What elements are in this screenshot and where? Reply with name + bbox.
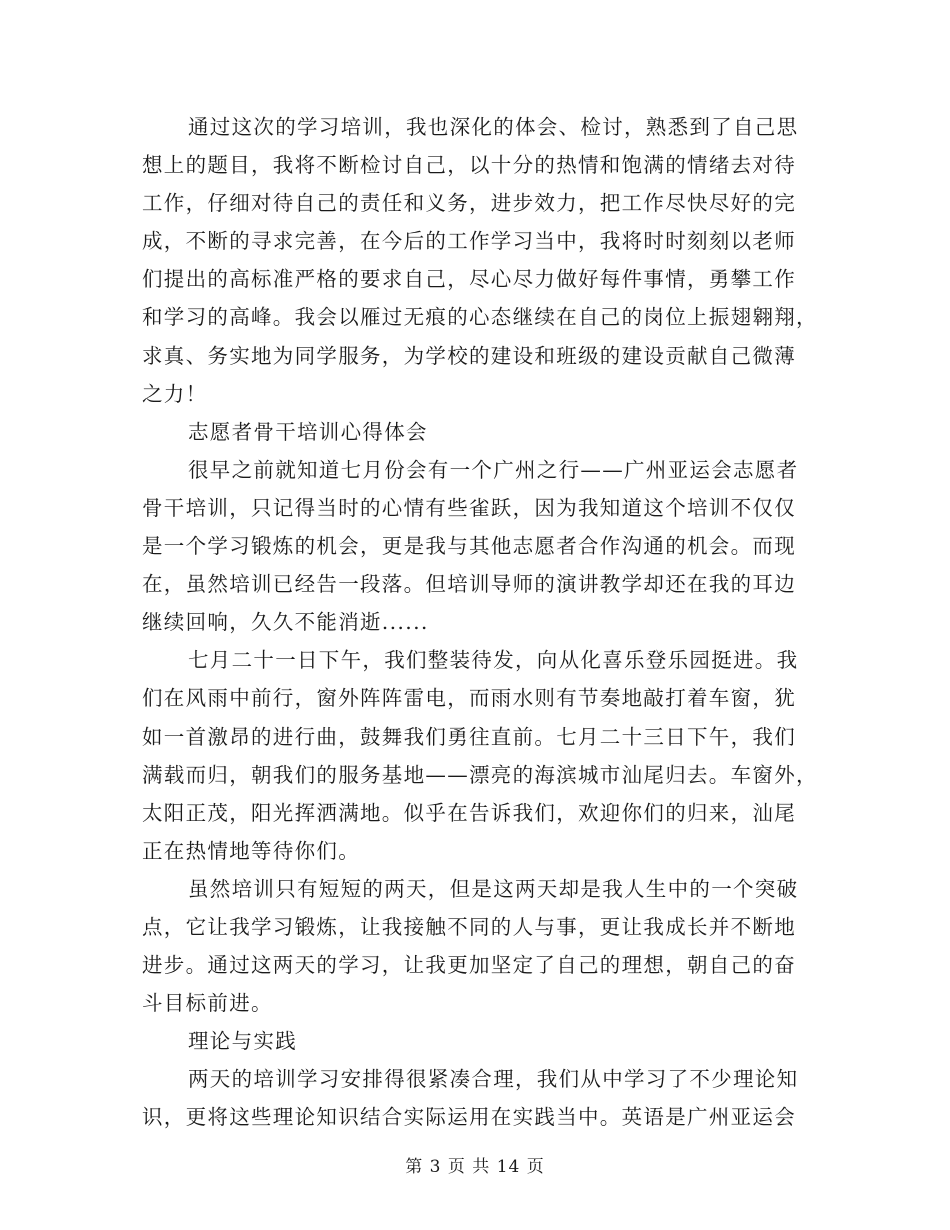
text-line: 虽然培训只有短短的两天，但是这两天却是我人生中的一个突破: [188, 876, 799, 901]
text-line: 通过这次的学习培训，我也深化的体会、检讨，熟悉到了自己思: [188, 115, 799, 139]
text-line: 志愿者骨干培训心得体会: [188, 419, 428, 444]
text-line: 斗目标前进。: [142, 991, 273, 1016]
text-line: 成，不断的寻求完善，在今后的工作学习当中，我将时时刻刻以老师: [142, 229, 796, 254]
text-line: 正在热情地等待你们。: [142, 838, 360, 863]
text-line: 工作，仔细对待自己的责任和义务，进步效力，把工作尽快尽好的完: [142, 191, 796, 216]
footer-middle: 页 共: [447, 1157, 491, 1177]
text-line: 们在风雨中前行，窗外阵阵雷电，而雨水则有节奏地敲打着车窗，犹: [142, 686, 796, 711]
page-footer: [0, 1152, 950, 1177]
text-line: 进步。通过这两天的学习，让我更加坚定了自己的理想，朝自己的奋: [142, 953, 796, 978]
text-line: 理论与实践: [188, 1029, 297, 1054]
text-line: 七月二十一日下午，我们整装待发，向从化喜乐登乐园挺进。我: [188, 648, 799, 673]
text-line: 们提出的高标准严格的要求自己，尽心尽力做好每件事情，勇攀工作: [142, 267, 796, 292]
footer-total-pages: 14: [496, 1157, 521, 1177]
text-line: 满载而归，朝我们的服务基地——漂亮的海滨城市汕尾归去。车窗外，: [142, 762, 818, 787]
text-line: 点，它让我学习锻炼，让我接触不同的人与事，更让我成长并不断地: [142, 914, 796, 939]
text-line: 继续回响，久久不能消逝......: [142, 610, 429, 635]
text-line: 很早之前就知道七月份会有一个广州之行——广州亚运会志愿者: [188, 457, 799, 482]
footer-prefix: 第: [405, 1157, 424, 1177]
text-line: 太阳正茂，阳光挥洒满地。似乎在告诉我们，欢迎你们的归来，汕尾: [142, 800, 796, 825]
text-line: 之力！: [142, 381, 208, 406]
text-line: 两天的培训学习安排得很紧凑合理，我们从中学习了不少理论知: [188, 1067, 799, 1092]
text-line: 和学习的高峰。我会以雁过无痕的心态继续在自己的岗位上振翅翱翔，: [142, 305, 818, 330]
text-line: 如一首激昂的进行曲，鼓舞我们勇往直前。七月二十三日下午，我们: [142, 724, 796, 749]
text-line: 求真、务实地为同学服务，为学校的建设和班级的建设贡献自己微薄: [142, 343, 796, 368]
text-line: 识，更将这些理论知识结合实际运用在实践当中。英语是广州亚运会: [142, 1105, 796, 1130]
text-line: 想上的题目，我将不断检讨自己，以十分的热情和饱满的情绪去对待: [142, 153, 796, 178]
text-line: 是一个学习锻炼的机会，更是我与其他志愿者合作沟通的机会。而现: [142, 534, 796, 559]
text-line: 骨干培训，只记得当时的心情有些雀跃，因为我知道这个培训不仅仅: [142, 495, 796, 520]
text-line: 在，虽然培训已经告一段落。但培训导师的演讲教学却还在我的耳边: [142, 572, 796, 597]
footer-suffix: 页: [526, 1157, 545, 1177]
document-body: [142, 108, 818, 1137]
footer-page-number: 3: [429, 1157, 442, 1177]
